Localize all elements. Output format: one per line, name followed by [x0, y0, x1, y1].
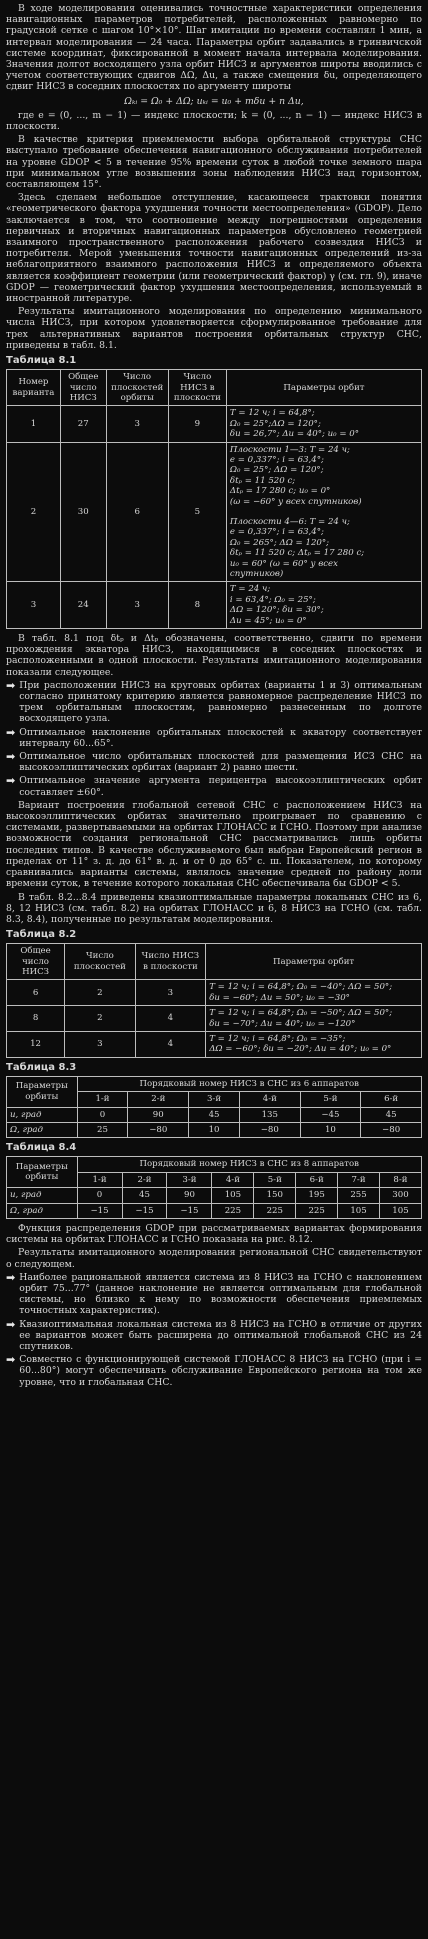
group-header: Порядковый номер НИСЗ в СНС из 8 аппаратов	[77, 1157, 421, 1172]
param-line: (ω = −60° у всех спутников)	[229, 496, 362, 507]
col-header: 3-й	[189, 1092, 240, 1107]
table-cell: −15	[122, 1203, 167, 1218]
conclusion-text	[6, 1223, 422, 1270]
col-header: Номер варианта	[7, 370, 61, 406]
col-header: 2-й	[128, 1092, 189, 1107]
table-cell: 90	[167, 1188, 212, 1203]
table-cell: 24	[60, 582, 106, 629]
table-cell: −45	[300, 1107, 361, 1122]
col-header: Параметры орбиты	[7, 1157, 78, 1188]
table-cell: 3	[65, 1031, 136, 1057]
col-header: 4-й	[212, 1172, 254, 1187]
table-cell: 30	[60, 442, 106, 582]
col-header: 6-й	[361, 1092, 422, 1107]
col-header: 5-й	[254, 1172, 296, 1187]
col-header: 1-й	[77, 1172, 122, 1187]
col-header: 6-й	[296, 1172, 338, 1187]
col-header: Параметры орбит	[226, 370, 421, 406]
table-cell: 1	[7, 406, 61, 442]
param-line: T = 12 ч; i = 64,8°;	[229, 408, 315, 419]
body-text-2	[6, 800, 422, 925]
param-line: Δtₚ = 17 280 с; u₀ = 0°	[229, 486, 331, 497]
table-cell: 6	[106, 442, 168, 582]
row-label: Ω, град	[7, 1203, 78, 1218]
table-cell: 3	[106, 406, 168, 442]
table-row	[7, 442, 422, 582]
param-line: δu = −70°; Δu = 40°; u₀ = −120°	[209, 1018, 356, 1029]
table-cell: 3	[135, 980, 206, 1006]
orbit-params-cell	[206, 1031, 422, 1057]
param-line: Плоскости 4—6: T = 24 ч;	[229, 516, 350, 527]
table-row	[7, 1122, 422, 1137]
table-8-2-caption: Таблица 8.2	[6, 929, 77, 941]
table-cell: 5	[168, 442, 226, 582]
table-row	[7, 1188, 422, 1203]
row-label: u, град	[7, 1188, 78, 1203]
param-line: T = 24 ч;	[229, 584, 271, 595]
table-row	[7, 1031, 422, 1057]
param-line: T = 12 ч; i = 64,8°; Ω₀ = −35°;	[209, 1033, 346, 1044]
orbit-params-cell	[226, 582, 421, 629]
table-cell: 45	[122, 1188, 167, 1203]
paragraph: Функция распределения GDOP при рассматриваемых вариантах формирования системы на орбитах ГЛОНАСС и ГСНО показана на рис. 8.12.	[6, 1223, 422, 1246]
table-cell: 2	[7, 442, 61, 582]
table-cell: 3	[106, 582, 168, 629]
col-header: 8-й	[379, 1172, 421, 1187]
table-cell: 150	[254, 1188, 296, 1203]
row-label: Ω, град	[7, 1122, 78, 1137]
table-row	[7, 406, 422, 442]
param-line: i = 63,4°; Ω₀ = 25°;	[229, 594, 316, 605]
table-cell: 3	[7, 582, 61, 629]
param-line: δu = 26,7°; Δu = 40°; u₀ = 0°	[229, 429, 360, 440]
table-cell: 4	[135, 1031, 206, 1057]
table-cell: 4	[135, 1006, 206, 1032]
bullet-item	[6, 680, 422, 725]
table-cell: 255	[338, 1188, 380, 1203]
orbit-params-cell	[206, 1006, 422, 1032]
arrow-right-icon: ➡	[6, 774, 16, 788]
arrow-right-icon: ➡	[6, 750, 16, 764]
table-cell: 6	[7, 980, 65, 1006]
paragraph: В табл. 8.2...8.4 приведены квазиоптимальные параметры локальных СНС из 6, 8, 12 НИСЗ (см. табл. 8.2) на орбитах ГЛОНАСС и 6, 8 НИСЗ на ГСНО (см. табл. 8.3, 8.4), полученные по результатам моделирования.	[6, 891, 422, 925]
param-line: Ω₀ = 265°; ΔΩ = 120°;	[229, 537, 330, 548]
table-cell: 195	[296, 1188, 338, 1203]
paragraph: Результаты имитационного моделирования по определению минимального числа НИСЗ, при котором удовлетворяется сформулированное требование для трех альтернативных вариантов построения орбитальных структур СНС, приведены в табл. 8.1.	[6, 306, 422, 351]
orbit-params-cell	[206, 980, 422, 1006]
table-8-2	[6, 943, 422, 1058]
arrow-right-icon: ➡	[6, 1353, 16, 1367]
table-row	[7, 1107, 422, 1122]
bullet-text: Оптимальное наклонение орбитальных плоскостей к экватору соответствует интервалу 60...65°.	[19, 726, 422, 749]
param-line: спутников)	[229, 569, 284, 579]
paragraph: Вариант построения глобальной сетевой СНС с расположением НИСЗ на высокоэллиптических орбитах значительно проигрывает по сравнению с системами, развертываемыми на орбитах ГЛОНАСС и ГСНО. Поэтому при анализе возможности создания региональной СНС рассматривались лишь орбиты последних типов. В качестве обслуживаемого был выбран Европейский регион в пределах от 11° з. д. до 61° в. д. и от 0 до 65° с. ш. Показателем, по которому сравнивались варианты системы, являлось значение средней по району доли времени суток, в течение которого локальная СНС обеспечивала бы GDOP < 5.	[6, 799, 422, 890]
table-cell: 10	[300, 1122, 361, 1137]
col-header: Число плоскостей	[65, 944, 136, 980]
col-header: 7-й	[338, 1172, 380, 1187]
param-line: ΔΩ = 120°; δu = 30°;	[229, 605, 324, 616]
paragraph: Результаты имитационного моделирования региональной СНС свидетельствуют о следующем.	[6, 1247, 422, 1270]
param-line: u₀ = 60° (ω = 60° у всех	[229, 558, 338, 569]
formula: Ωₖᵢ = Ω₀ + ΔΩ; uₖᵢ = u₀ + mδu + n Δu,	[124, 95, 304, 107]
table-cell: 225	[212, 1203, 254, 1218]
col-header: Общее число НИСЗ	[60, 370, 106, 406]
col-header: 1-й	[77, 1092, 128, 1107]
table-cell: −80	[361, 1122, 422, 1137]
col-header: Общее число НИСЗ	[7, 944, 65, 980]
group-header: Порядковый номер НИСЗ в СНС из 6 аппаратов	[77, 1076, 421, 1091]
table-row	[7, 1006, 422, 1032]
table-cell: 2	[65, 980, 136, 1006]
paragraph: В качестве критерия приемлемости выбора орбитальной структуры СНС выступало требование обеспечения навигационного обслуживания потребителей на уровне GDOP < 5 в течение 95% времени суток в любой точке земного шара при минимальном угле возвышения зоны наблюдения НИСЗ над горизонтом, составляющем 15°.	[6, 134, 422, 191]
intro-text	[6, 3, 422, 93]
param-line	[230, 507, 418, 517]
table-cell: −80	[128, 1122, 189, 1137]
paragraph: В табл. 8.1 под δtₚ и Δtₚ обозначены, соответственно, сдвиги по времени прохождения экватора НИСЗ, находящимися в соседних плоскостях и расположенными в одной плоскости. Результаты имитационного моделирования показали следующее.	[6, 633, 422, 678]
table-cell: 8	[7, 1006, 65, 1032]
table-cell: −15	[167, 1203, 212, 1218]
bullet-item	[6, 775, 422, 797]
table-cell: 8	[168, 582, 226, 629]
table-cell: 0	[77, 1188, 122, 1203]
param-line: Ω₀ = 25°;ΔΩ = 120°;	[229, 418, 321, 429]
table-cell: −80	[239, 1122, 300, 1137]
table-row	[7, 980, 422, 1006]
table-cell: 27	[60, 406, 106, 442]
col-header: 5-й	[300, 1092, 361, 1107]
bullet-text: Оптимальное значение аргумента перицентра высокоэллиптических орбит составляет ±60°.	[19, 775, 422, 798]
paragraph: где e = (0, ..., m − 1) — индекс плоскости; k = (0, ..., n − 1) — индекс НИСЗ в плоскости.	[6, 109, 422, 133]
bullet-text: Совместно с функционирующей системой ГЛОНАСС 8 НИСЗ на ГСНО (при i = 60...80°) могут обеспечивать обслуживание Европейского региона на том же уровне, что и глобальная СНС.	[19, 1354, 422, 1388]
table-cell: −15	[77, 1203, 122, 1218]
table-8-1-caption: Таблица 8.1	[6, 355, 77, 367]
col-header: 2-й	[122, 1172, 167, 1187]
param-line: T = 12 ч; i = 64,8°; Ω₀ = −40°; ΔΩ = 50°;	[209, 982, 393, 993]
param-line: e = 0,337°; i = 63,4°;	[229, 454, 324, 465]
paragraph: Здесь сделаем небольшое отступление, касающееся трактовки понятия «геометрического фактора ухудшения точности местоопределения» (GDOP). Дело заключается в том, что соотношение между погрешностями определения первичных и вторичных навигационных параметров обусловлено геометрией взаимного пространственного расположения рабочего созвездия НИСЗ и потребителя. Мерой уменьшения точности навигационных определений из-за неблагоприятного взаимного расположения НИСЗ и определяемого объекта является коэффициент геометрии (или геометрический фактор) γ (см. гл. 9), иначе GDOP — геометрический фактор ухудшения местоопределения, используемый в иностранной литературе.	[6, 192, 422, 305]
bullet-item	[6, 1272, 422, 1317]
table-cell: 135	[239, 1107, 300, 1122]
arrow-right-icon: ➡	[6, 1270, 16, 1284]
bullet-item	[6, 1319, 422, 1353]
table-cell: 225	[254, 1203, 296, 1218]
col-header: Число НИСЗ в плоскости	[168, 370, 226, 406]
arrow-right-icon: ➡	[6, 725, 16, 739]
param-line: Плоскости 1—3: T = 24 ч;	[229, 444, 350, 455]
table-8-1	[6, 369, 422, 629]
bullet-text: При расположении НИСЗ на круговых орбитах (варианты 1 и 3) оптимальным согласно принятому критерию является равномерное распределение НИСЗ по трем орбитальным плоскостям, равномерно разнесенным по долготе восходящего узла.	[19, 679, 422, 725]
body-text	[6, 110, 422, 351]
table-cell: 25	[77, 1122, 128, 1137]
param-line: Δu = 45°; u₀ = 0°	[229, 615, 307, 626]
table-8-4	[6, 1156, 422, 1219]
col-header: 3-й	[167, 1172, 212, 1187]
col-header: Параметры орбит	[206, 944, 422, 980]
bullet-text: Квазиоптимальная локальная система из 8 НИСЗ на ГСНО в отличие от других ее вариантов может быть расширена до оптимальной глобальной СНС из 24 спутников.	[19, 1318, 422, 1353]
table-cell: 0	[77, 1107, 128, 1122]
bullet-item	[6, 727, 422, 749]
col-header: 4-й	[239, 1092, 300, 1107]
bullet-item	[6, 751, 422, 773]
param-line: Ω₀ = 25°; ΔΩ = 120°;	[229, 465, 324, 476]
table-8-3	[6, 1076, 422, 1139]
table-cell: 105	[338, 1203, 380, 1218]
arrow-right-icon: ➡	[6, 678, 16, 692]
table-cell: 2	[65, 1006, 136, 1032]
table-8-3-caption: Таблица 8.3	[6, 1061, 77, 1073]
table-cell: 45	[189, 1107, 240, 1122]
param-line: T = 12 ч; i = 64,8°; Ω₀ = −50°; ΔΩ = 50°;	[209, 1008, 393, 1019]
table-cell: 45	[361, 1107, 422, 1122]
orbit-params-cell	[226, 406, 421, 442]
table-cell: 105	[212, 1188, 254, 1203]
table-cell: 225	[296, 1203, 338, 1218]
bullet-text: Оптимальное число орбитальных плоскостей для размещения ИСЗ СНС на высокоэллиптических орбитах (вариант 2) равно шести.	[19, 751, 422, 774]
table-8-4-caption: Таблица 8.4	[6, 1142, 77, 1154]
table-row	[7, 1203, 422, 1218]
table-cell: 90	[128, 1107, 189, 1122]
paragraph: В ходе моделирования оценивались точностные характеристики определения навигационных параметров потребителей, расположенных равномерно по градусной сетке с шагом 10°×10°. Шаг имитации по времени составлял 1 мин, а интервал моделирования — 24 часа. Параметры орбит задавались в гринвичской системе координат, фиксированной в момент начала интервала моделирования. Значения долгот восходящего узла орбит НИСЗ и аргументов широты вводились с учетом соответствующих сдвигов ΔΩ, Δu, а также смещения δu, определяющего сдвиг НИСЗ в соседних плоскостях по аргументу широты	[6, 3, 422, 93]
row-label: u, град	[7, 1107, 78, 1122]
bullet-item	[6, 1354, 422, 1388]
table-cell: 300	[379, 1188, 421, 1203]
orbit-params-cell	[226, 442, 421, 582]
param-line: δtₚ = 11 520 с; Δtₚ = 17 280 с;	[229, 548, 365, 559]
param-line: ΔΩ = −60°; δu = −20°; Δu = 40°; u₀ = 0°	[209, 1044, 392, 1055]
col-header: Число плоскостей орбиты	[106, 370, 168, 406]
col-header: Число НИСЗ в плоскости	[135, 944, 206, 980]
param-line: δu = −60°; Δu = 50°; u₀ = −30°	[209, 992, 350, 1003]
param-line: e = 0,337°; i = 63,4°;	[229, 527, 324, 538]
table-row	[7, 582, 422, 629]
table-cell: 105	[379, 1203, 421, 1218]
bullet-list-1	[6, 680, 422, 798]
table-cell: 10	[189, 1122, 240, 1137]
table-cell: 9	[168, 406, 226, 442]
arrow-right-icon: ➡	[6, 1317, 16, 1331]
col-header: Параметры орбиты	[7, 1076, 78, 1107]
table-cell: 12	[7, 1031, 65, 1057]
bullet-text: Наиболее рациональной является система из 8 НИСЗ на ГСНО с наклонением орбит 75...77° (данное наклонение не является оптимальным для глобальной системы, но близко к нему по возможности обеспечения приемлемых точностных характеристик).	[19, 1271, 422, 1317]
param-line: δtₚ = 11 520 с;	[229, 475, 296, 486]
bullet-list-2	[6, 1272, 422, 1388]
